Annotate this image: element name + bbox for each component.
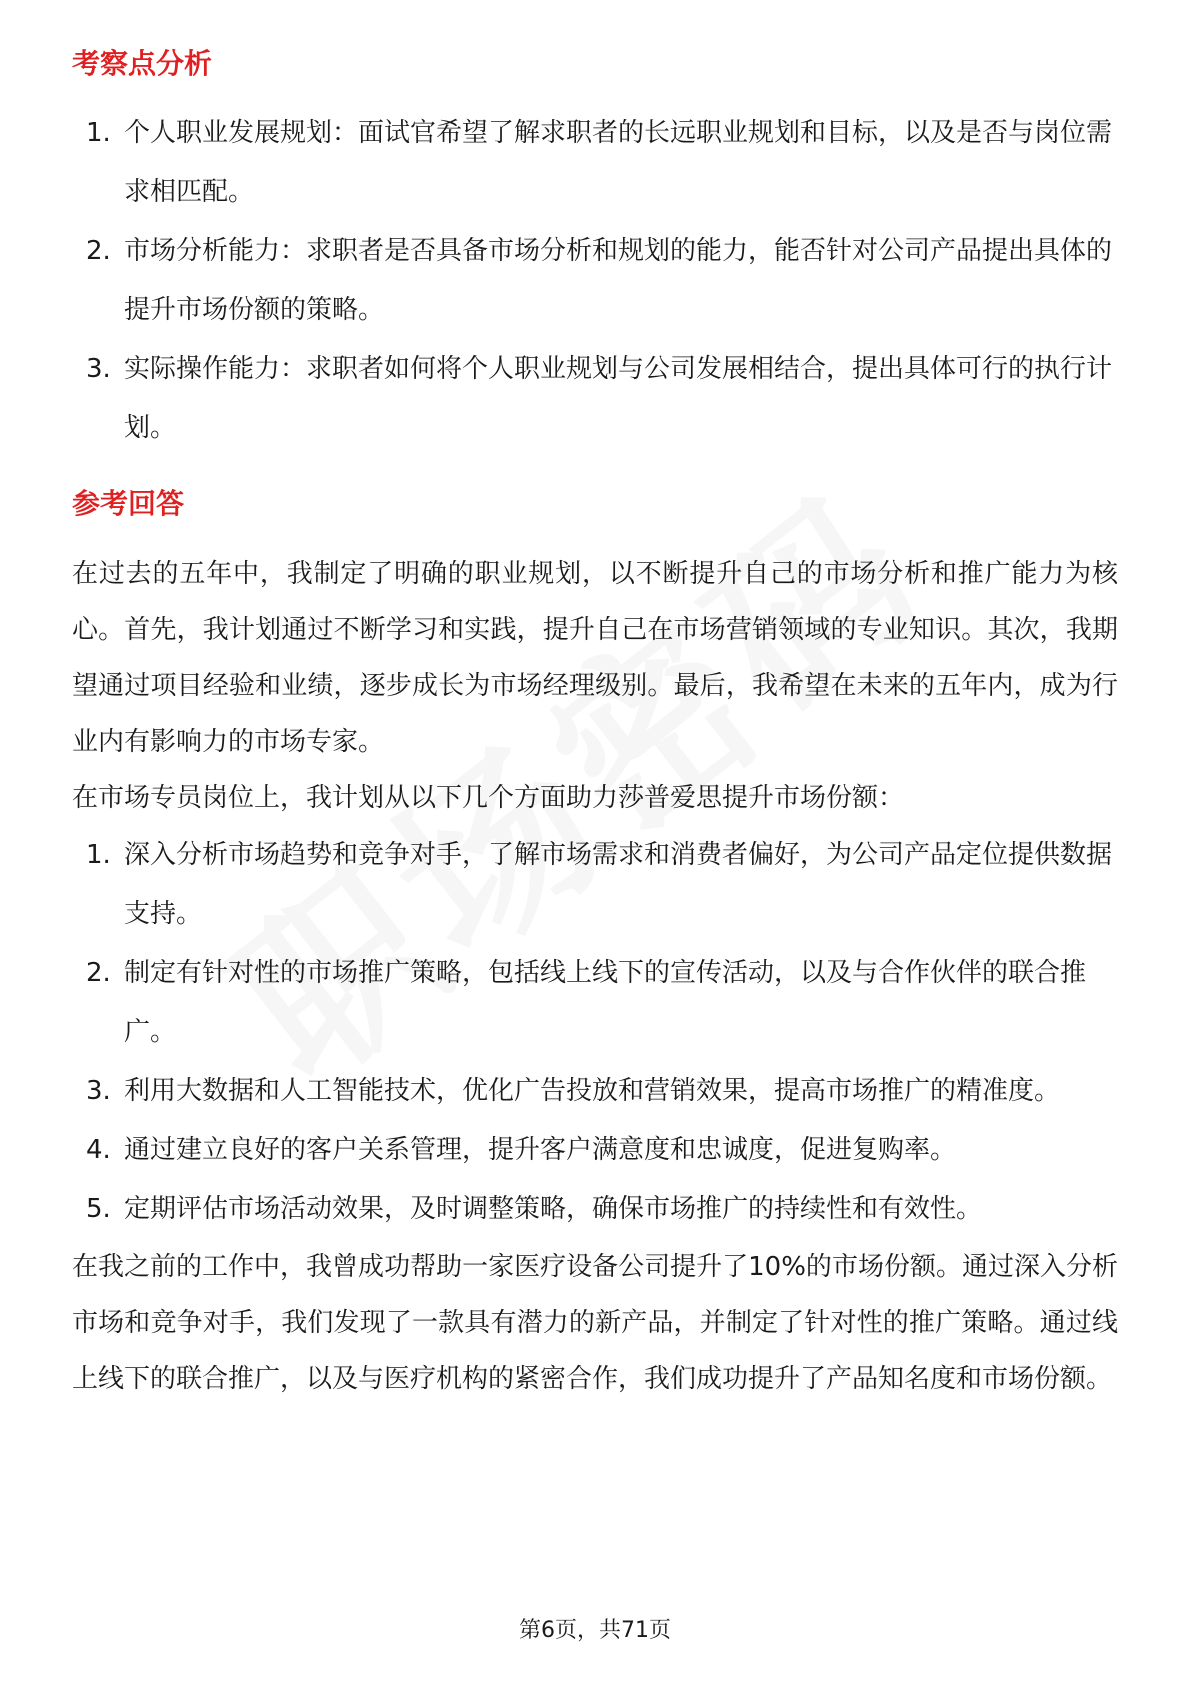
list-item — [72, 104, 1118, 222]
list-item-text: 制定有针对性的市场推广策略，包括线上线下的宣传活动，以及与合作伙伴的联合推广。 — [124, 958, 1087, 1047]
list-item — [72, 1180, 1118, 1239]
list-number: 5. — [86, 1194, 111, 1224]
list-number: 1. — [86, 118, 111, 148]
list-number: 2. — [86, 236, 111, 266]
answer-paragraph-3: 在我之前的工作中，我曾成功帮助一家医疗设备公司提升了10%的市场份额。通过深入分析市场和竞争对手，我们发现了一款具有潜力的新产品，并制定了针对性的推广策略。通过线上线下的联合推广，以及与医疗机构的紧密合作，我们成功提升了产品知名度和市场份额。 — [72, 1252, 1118, 1394]
list-item-text: 通过建立良好的客户关系管理，提升客户满意度和忠诚度，促进复购率。 — [124, 1135, 957, 1165]
list-item-text: 定期评估市场活动效果，及时调整策略，确保市场推广的持续性和有效性。 — [124, 1194, 983, 1224]
document-page — [72, 44, 1118, 1407]
list-item-text: 深入分析市场趋势和竞争对手，了解市场需求和消费者偏好，为公司产品定位提供数据支持。 — [124, 840, 1113, 929]
list-item — [72, 826, 1118, 944]
answer-paragraph-2: 在市场专员岗位上，我计划从以下几个方面助力莎普爱思提升市场份额： — [72, 783, 905, 813]
list-number: 1. — [86, 840, 111, 870]
list-item-text: 利用大数据和人工智能技术，优化广告投放和营销效果，提高市场推广的精准度。 — [124, 1076, 1061, 1106]
page-number-footer: 第6页，共71页 — [519, 1618, 671, 1643]
list-number: 2. — [86, 958, 111, 988]
list-number: 4. — [86, 1135, 111, 1165]
plan-list — [72, 826, 1118, 1239]
analysis-list — [72, 104, 1118, 458]
list-item — [72, 944, 1118, 1062]
list-item — [72, 222, 1118, 340]
list-number: 3. — [86, 354, 111, 384]
section-heading-answer: 参考回答 — [72, 487, 185, 520]
list-item-text: 市场分析能力：求职者是否具备市场分析和规划的能力，能否针对公司产品提出具体的提升市场份额的策略。 — [124, 236, 1113, 325]
list-item-text: 实际操作能力：求职者如何将个人职业规划与公司发展相结合，提出具体可行的执行计划。 — [124, 354, 1113, 443]
answer-paragraph-1: 在过去的五年中，我制定了明确的职业规划，以不断提升自己的市场分析和推广能力为核心。首先，我计划通过不断学习和实践，提升自己在市场营销领域的专业知识。其次，我期望通过项目经验和业绩，逐步成长为市场经理级别。最后，我希望在未来的五年内，成为行业内有影响力的市场专家。 — [72, 559, 1118, 757]
section-heading-analysis: 考察点分析 — [72, 47, 213, 80]
list-item — [72, 340, 1118, 458]
list-number: 3. — [86, 1076, 111, 1106]
list-item — [72, 1121, 1118, 1180]
list-item — [72, 1062, 1118, 1121]
list-item-text: 个人职业发展规划：面试官希望了解求职者的长远职业规划和目标，以及是否与岗位需求相匹配。 — [124, 118, 1113, 207]
